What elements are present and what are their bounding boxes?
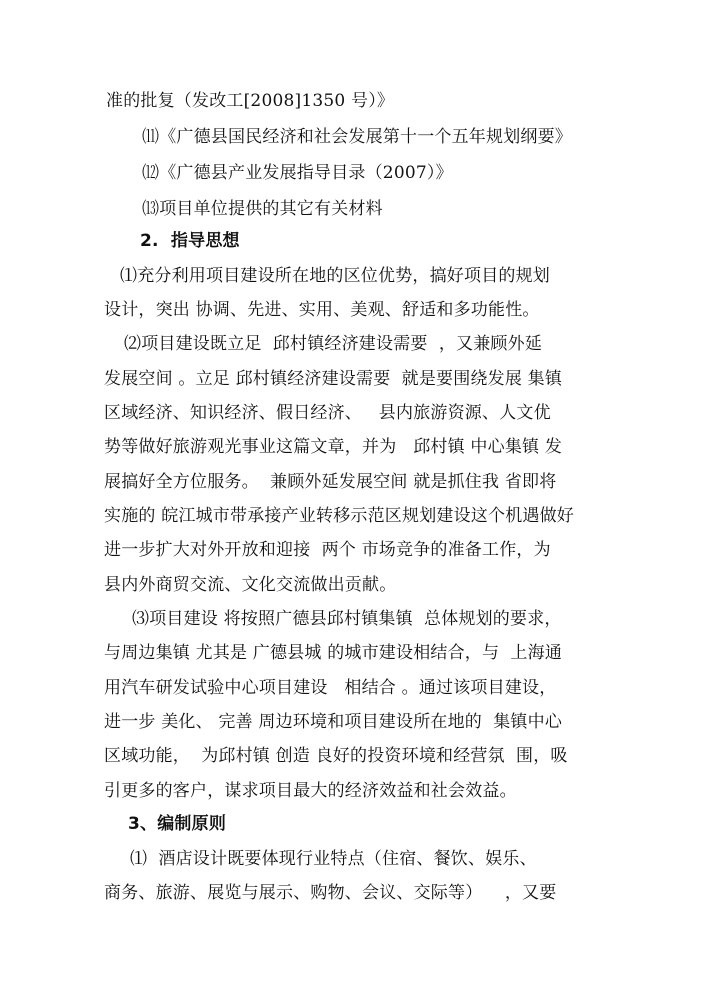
paragraph-line: 进一步扩大对外开放和迎接 两个 市场竞争的准备工作，为 <box>104 540 551 560</box>
paragraph-line: ⑶项目建设 将按照广德县邱村镇集镇 总体规划的要求， <box>132 609 562 629</box>
paragraph-line: 势等做好旅游观光事业这篇文章，并为 邱村镇 中心集镇 发 <box>104 437 563 457</box>
paragraph-line: 展搞好全方位服务。 兼顾外延发展空间 就是抓住我 省即将 <box>104 472 557 492</box>
paragraph-line: 与周边集镇 尤其是 广德县城 的城市建设相结合，与 上海通 <box>104 643 563 663</box>
paragraph-line: 商务、旅游、展览与展示、购物、会议、交际等） ，又要 <box>104 883 557 903</box>
paragraph-line: 实施的 皖江城市带承接产业转移示范区规划建设这个机遇做好 <box>104 506 575 526</box>
paragraph-line: 区域经济、知识经济、假日经济、 县内旅游资源、人文优 <box>104 403 551 423</box>
paragraph-line: 发展空间 。立足 邱村镇经济建设需要 就是要围绕发展 集镇 <box>104 369 563 389</box>
paragraph-line: ⑴ 酒店设计既要体现行业特点（住宿、餐饮、娱乐、 <box>130 849 537 869</box>
paragraph-line: 区域功能， 为邱村镇 创造 良好的投资环境和经营氛 围，吸 <box>104 746 568 766</box>
section-heading: 3、编制原则 <box>128 814 227 834</box>
section-heading: 2. 指导思想 <box>140 231 240 251</box>
paragraph-line: ⑴充分利用项目建设所在地的区位优势，搞好项目的规划 <box>120 266 550 286</box>
list-item: ⒀项目单位提供的其它有关材料 <box>142 199 383 219</box>
list-item: ⑾《广德县国民经济和社会发展第十一个五年规划纲要》 <box>142 127 572 147</box>
text-line: 准的批复（发改工[2008]1350 号）》 <box>106 91 395 111</box>
list-item: ⑿《广德县产业发展指导目录（2007）》 <box>142 163 453 183</box>
paragraph-line: 进一步 美化、 完善 周边环境和项目建设所在地的 集镇中心 <box>104 712 563 732</box>
paragraph-line: 用汽车研发试验中心项目建设 相结合 。通过该项目建设， <box>104 678 557 698</box>
paragraph-line: ⑵项目建设既立足 邱村镇经济建设需要 ，又兼顾外延 <box>124 334 543 354</box>
paragraph-line: 设计，突出 协调、先进、实用、美观、舒适和多功能性。 <box>104 300 540 320</box>
paragraph-line: 引更多的客户，谋求项目最大的经济效益和社会效益。 <box>104 781 517 801</box>
paragraph-line: 县内外商贸交流、文化交流做出贡献。 <box>104 575 397 595</box>
